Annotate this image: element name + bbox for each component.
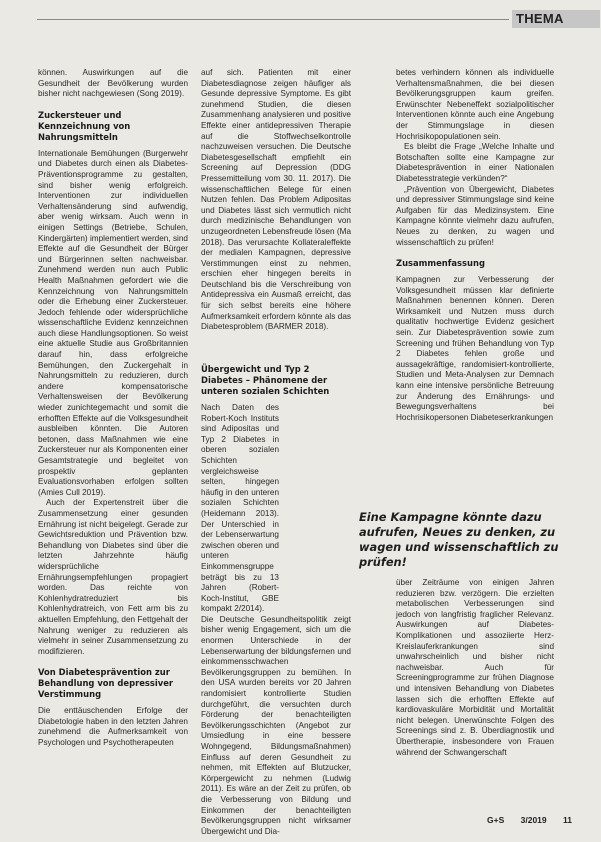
col2-paragraph-3: Die Deutsche Gesundheitspolitik zeigt bisher wenig Engagement, sich um die enormen Unterschiede in der Lebenserwartung der bildungsfernen und einkommensschwachen Bevölkerungsgruppen zu bemühen. In den USA wurden bereits vor 20 Jahren randomisiert kontrollierte Studien durchgeführt, die versuchten durch Förderung der benachteiligten Bevölkerungsschichten (Angebot zur Umsiedlung in eine bessere Wohngegend, Bildungsmaßnahmen) Einfluss auf deren Gesundheit zu nehmen, mit Effekten auf Blutzucker, Körpergewicht zu nehmen (Ludwig 2011). Es wäre an der Zeit zu prüfen, ob die Verbesserung von Bildung und Einkommen der benachteiligten Bevölkerungsgruppen nicht wirksamer Übergewicht und Dia- [201, 614, 351, 836]
footer-page-number: 11 [563, 815, 572, 825]
col3-paragraph-5: über Zeiträume von einigen Jahren reduzieren bzw. verzögern. Die erzielten metabolischen Verbesserungen sind jedoch von langfristig fraglicher Relevanz. Auswirkungen auf Diabetes-Komplikationen und assoziierte Herz-Kreislauferkrankungen sind unwahrscheinlich und bisher nicht nachweisbar. Auch für Screeningprogramme zur frühen Diagnose und intensiven Behandlung von Diabetes lassen sich die erhofften Effekte auf kardiovaskuläre Morbidität und Mortalität nicht belegen. Unerwünschte Folgen des Screenings sind z. B. Überdiagnostik und Übertherapie, insbesondere von Frauen während der Schwangerschaft [396, 578, 554, 757]
pull-quote: Eine Kampagne könnte dazu aufrufen, Neues zu denken, zu wagen und wissenschaftlich zu prüfen! [359, 510, 559, 569]
column-1 [38, 68, 188, 749]
section-tag: THEMA [512, 10, 600, 28]
footer-issue: 3/2019 [520, 815, 547, 825]
col2-paragraph-2: Nach Daten des Robert-Koch Instituts sind Adipositas und Typ 2 Diabetes in oberen sozialen Schichten vergleichsweise selten, hingegen häufig in den unteren sozialen Schichten (Heidemann 2013). Der Unterschied in der Lebenserwartung zwischen oberen und unteren Einkommensgruppe beträgt bis zu 13 Jahren (Robert-Koch-Institut, GBE kompakt 2/2014). [201, 403, 279, 614]
heading-zuckersteuer: Zuckersteuer und Kennzeichnung von Nahrungsmitteln [38, 109, 131, 142]
col2-paragraph-1: auf sich. Patienten mit einer Diabetesdiagnose zeigen häufiger als Gesunde depressive Symptome. Es gibt zunehmend Studien, die diesen Zusammenhang analysieren und positive Effekte einer antidepressiven Therapie auf die Stoffwechselkontrolle nachzuweisen versuchen. Die Deutsche Diabetesgesellschaft empfiehlt ein Screening auf Depression (DDG Pressemitteilung vom 30. 11. 2017). Die wissenschaftlichen Belege für einen Nutzen fehlen. Das Problem Adipositas und Diabetes lässt sich vermutlich nicht durch medizinische Behandlungen von unzugeordneten Lebensfreude lösen (Ma 2018). Das verursachte Kollateraleffekte der medialen Kampagnen, depressive Verstimmungen einst zu nehmen, erschien eher hingegen bereits in Deutschland bis die Verschreibung von Antidepressiva ein Ausmaß erreicht, das für sich selbst bereits eine höhere Aufmerksamkeit erfordern könnte als das Diabetesproblem (BARMER 2018). [201, 68, 351, 332]
col3-paragraph-4: Kampagnen zur Verbesserung der Volksgesundheit müssen klar definierte Maßnahmen benennen können. Deren Wirksamkeit und Nutzen muss durch qualitativ hochwertige Evidenz gesichert sein. Zur Diabetesprävention sowie zum Screening und frühen Behandlung von Typ 2 Diabetes fehlen große und aussagekräftige, randomisiert-kontrollierte, Studien und Meta-Analysen zur Demnach kann eine intensive persönliche Betreuung zur Änderung des Ernährungs- und Bewegungsverhaltens bei Hochrisikopersonen Diabeteserkrankungen [396, 275, 554, 422]
column-2 [201, 68, 351, 333]
col1-paragraph-2: Auch der Expertenstreit über die Zusammensetzung einer gesunden Ernährung ist nicht beigelegt. Gerade zur Gewichtsreduktion und Prävention bzw. Behandlung von Diabetes sind über die letzten Jahrzehnte häufig widersprüchliche Ernährungsempfehlungen propagiert worden. Das reichte von Kohlenhydratreduziert bis Kohlenhydratreich, von Fett arm bis zu aktuellen Empfehlung, den Fettgehalt der Nahrung weniger zu reduzieren als vielmehr in seiner Zusammensetzung zu modifizieren. [38, 498, 188, 656]
column-3 [396, 68, 554, 423]
page-footer [487, 815, 586, 825]
heading-diabetespraevention: Von Diabetesprävention zur Behandlung von depressiver Verstimmung [38, 667, 174, 700]
heading-zusammenfassung: Zusammenfassung [396, 258, 485, 269]
col1-paragraph-1: Internationale Bemühungen (Burgerwehr und Diabetes durch einen als Diabetes-Präventionsprogramme zu gestalten, sind bisher wenig erfolgreich. Interventionen zur individuellen Verhaltensänderung sind aufwendig, aber wenig wirksam. Auch wenn in einigen Settings (Betriebe, Schulen, Kindergärten) implementiert werden, sind Effekte auf die Gesundheit der Bürger und Bürgerinnen selten nachweisbar. Zunehmend werden nun auch Public Health Maßnahmen gefordert wie die Kennzeichnung von Nahrungsmitteln oder die Erhebung einer Zuckersteuer. Jedoch fehlende oder widersprüchliche wissenschaftliche Evidenz kennzeichnen auch diese Handlungsoptionen. So weist eine aktuelle Studie aus Großbritannien darauf hin, dass erfolgreiche Bemühungen, den Zuckergehalt in Nahrungsmitteln zu reduzieren, durch andere kompensatorische Verhaltensweisen der Bevölkerung wieder zunichtegemacht und somit die erhofften Effekte auf die Volksgesundheit ausbleiben könnten. Die Autoren betonen, dass Maßnahmen wie eine Zuckersteuer nur als Komponenten einer Gesamtstrategie und begleitet von prospektiv geplanten Evaluationsvorhaben erfolgen sollten (Amies Cull 2019). [38, 148, 188, 497]
footer-brand: G+S [487, 815, 505, 825]
col1-paragraph-3: Die enttäuschenden Erfolge der Diabetologie haben in den letzten Jahren zunehmend die Aufmerksamkeit von Psychologen und Psychotherapeuten [38, 706, 188, 748]
col3-paragraph-3: „Prävention von Übergewicht, Diabetes und depressiver Stimmungslage sind keine Aufgaben für das Medizinsystem. Eine Kampagne könnte vielmehr dazu aufrufen, Neues zu denken, zu wagen und wissenschaftlich zu prüfen! [396, 184, 554, 247]
col1-intro: können. Auswirkungen auf die Gesundheit der Bevölkerung wurden bisher nicht nachgewiesen (Song 2019). [38, 68, 188, 99]
column-3-continued [396, 578, 554, 758]
col3-paragraph-1: betes verhindern können als individuelle Verhaltensmaßnahmen, die bei diesen Bevölkerungsgruppen kaum greifen. Erwünschter Nebeneffekt sozialpolitischer Interventionen könnte auch eine Angebung der Stimmungslage in diesen Hochrisikopopulationen sein. [396, 68, 554, 141]
col3-paragraph-2: Es bleibt die Frage „Welche Inhalte und Botschaften sollte eine Kampagne zur Diabetesprävention in einer Nationalen Diabetesstrategie verkünden?“ [396, 142, 554, 183]
column-2-section [201, 364, 351, 837]
heading-uebergewicht: Übergewicht und Typ 2 Diabetes – Phänomene der unteren sozialen Schichten [201, 364, 330, 396]
header-rule [37, 19, 509, 20]
